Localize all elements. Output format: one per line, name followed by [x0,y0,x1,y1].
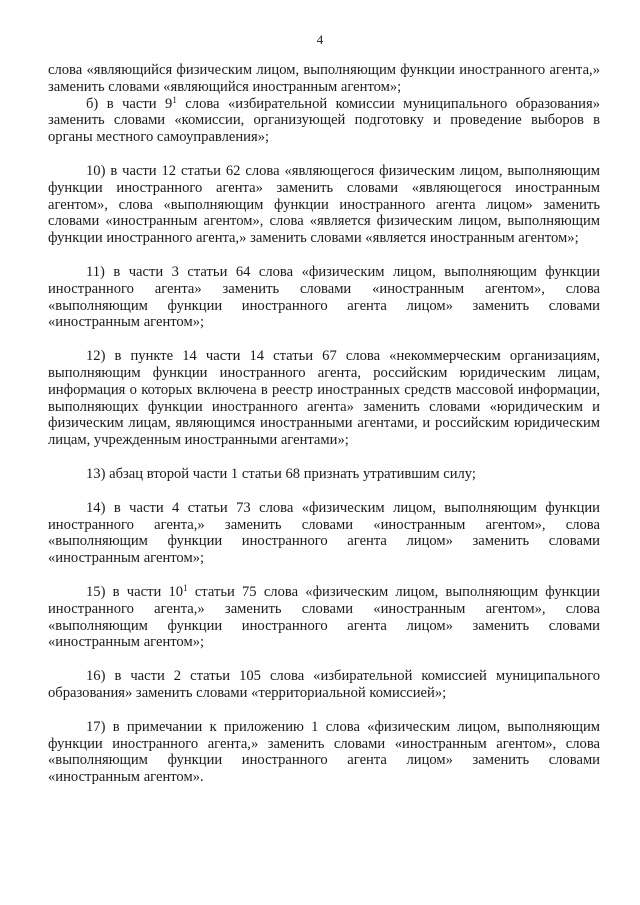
paragraph-item-16: 16) в части 2 статьи 105 слова «избирательной комиссией муниципального образования» заменить словами «территориальной комиссией»; [48,668,600,701]
paragraph-item-10: 10) в части 12 статьи 62 слова «являющегося физическим лицом, выполняющим функции иностранного агента» заменить словами «являющегося иностранным агентом», слова «выполняющим функции иностранного агента лицом» заменить словами «иностранным агентом», слова «является физическим лицом, выполняющим функции иностранного агента,» заменить словами «является иностранным агентом»; [48,162,600,247]
superscript-index: 1 [183,582,188,593]
paragraph-item-11: 11) в части 3 статьи 64 слова «физическим лицом, выполняющим функции иностранного агента» заменить словами «иностранным агентом», слова «выполняющим функции иностранного агента лицом» заменить словами «иностранным агентом»; [48,263,600,331]
paragraph-continuation: слова «являющийся физическим лицом, выполняющим функции иностранного агента,» заменить словами «являющийся иностранным агентом»; [48,62,600,95]
paragraph-item-12: 12) в пункте 14 части 14 статьи 67 слова «некоммерческим организациям, выполняющим функции иностранного агента, российским юридическим лицам, информация о которых включена в реестр иностранных средств массовой информации, выполняющих функции иностранного агента» заменить словами «юридическим и физическим лицам, являющимся иностранными агентами, и российским юридическим лицам, учрежденным иностранными агентами»; [48,348,600,449]
paragraph-item-14: 14) в части 4 статьи 73 слова «физическим лицом, выполняющим функции иностранного агента,» заменить словами «иностранным агентом», слова «выполняющим функции иностранного агента лицом» заменить словами «иностранным агентом»; [48,499,600,567]
paragraph-item-b [48,96,600,146]
page-number: 4 [316,32,324,47]
paragraph-item-15-rest: статьи 75 слова «физическим лицом, выполняющим функции иностранного агента,» заменить словами «иностранным агентом», слова «выполняющим функции иностранного агента лицом» заменить словами «иностранным агентом»; [48,583,600,651]
superscript-index: 1 [172,94,177,105]
paragraph-item-13: 13) абзац второй части 1 статьи 68 признать утратившим силу; [86,465,476,482]
paragraph-item-15 [48,584,600,651]
document-body [48,62,600,786]
paragraph-item-b-start: б) в части 9 [86,95,173,112]
paragraph-item-17: 17) в примечании к приложению 1 слова «физическим лицом, выполняющим функции иностранного агента,» заменить словами «иностранным агентом», слова «выполняющим функции иностранного агента лицом» заменить словами «иностранным агентом». [48,718,600,786]
paragraph-item-b-rest: слова «избирательной комиссии муниципального образования» заменить словами «комиссии, организующей подготовку и проведение выборов в органы местного самоуправления»; [48,95,601,146]
paragraph-item-15-start: 15) в части 10 [86,583,184,600]
